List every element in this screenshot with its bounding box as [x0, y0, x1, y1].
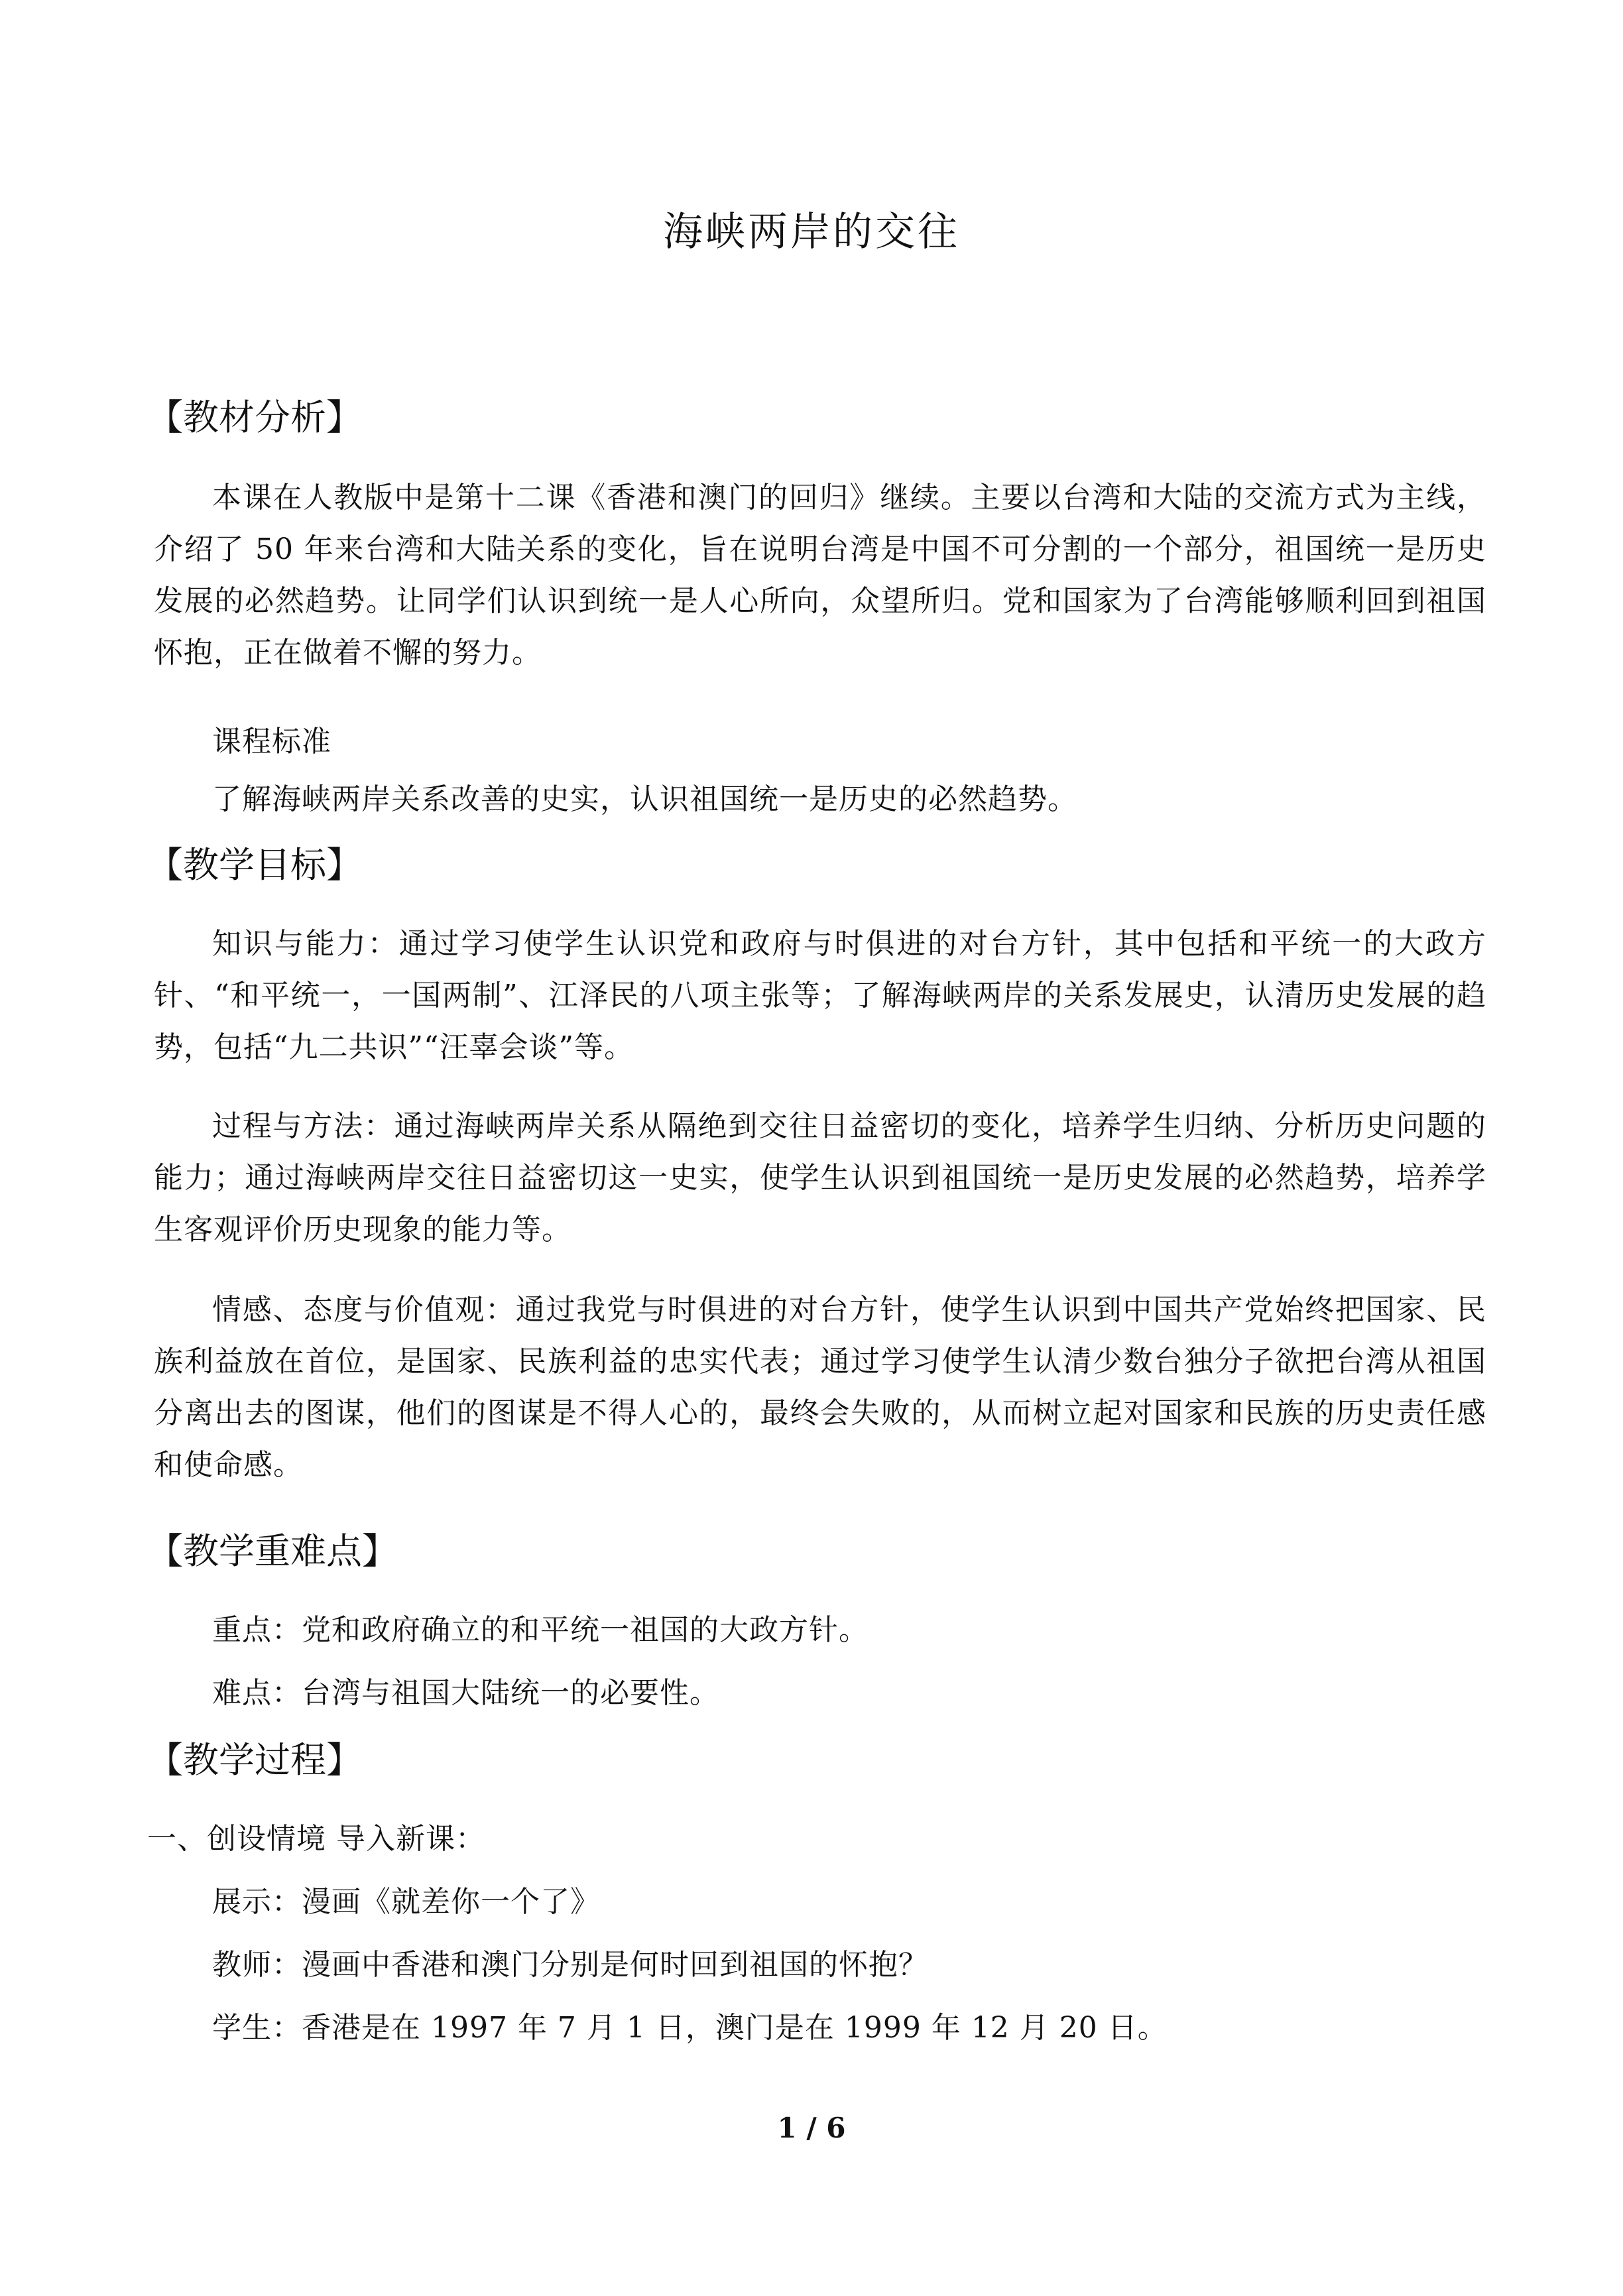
process-step-1: 一、创设情境 导入新课：	[147, 1822, 485, 1856]
curriculum-standard-text: 了解海峡两岸关系改善的史实，认识祖国统一是历史的必然趋势。	[212, 782, 1077, 816]
key-point-text: 重点：党和政府确立的和平统一祖国的大政方针。	[212, 1613, 869, 1647]
analysis-paragraph: 本课在人教版中是第十二课《香港和澳门的回归》继续。主要以台湾和大陆的交流方式为主线，介绍了 50 年来台湾和大陆关系的变化，旨在说明台湾是中国不可分割的一个部分，祖国统一是历史发展的必然趋势。让同学们认识到统一是人心所向，众望所归。党和国家为了台湾能够顺利回到祖国怀抱，正在做着不懈的努力。	[154, 481, 1486, 670]
section-heading-objectives: 【教学目标】	[147, 844, 362, 886]
difficult-point-text: 难点：台湾与祖国大陆统一的必要性。	[212, 1676, 719, 1710]
objective-knowledge: 知识与能力：通过学习使学生认识党和政府与时俱进的对台方针，其中包括和平统一的大政方针、“和平统一，一国两制”、江泽民的八项主张等；了解海峡两岸的关系发展史，认清历史发展的趋势，包括“九二共识”“汪辜会谈”等。	[154, 927, 1486, 1064]
section-heading-analysis: 【教材分析】	[147, 396, 362, 438]
process-show-text: 展示：漫画《就差你一个了》	[212, 1885, 600, 1919]
objective-emotion: 情感、态度与价值观：通过我党与时俱进的对台方针，使学生认识到中国共产党始终把国家、民族利益放在首位，是国家、民族利益的忠实代表；通过学习使学生认清少数台独分子欲把台湾从祖国分离出去的图谋，他们的图谋是不得人心的，最终会失败的，从而树立起对国家和民族的历史责任感和使命感。	[154, 1293, 1486, 1482]
document-title: 海峡两岸的交往	[663, 209, 960, 255]
process-teacher-text: 教师：漫画中香港和澳门分别是何时回到祖国的怀抱？	[212, 1948, 928, 1982]
process-student-text: 学生：香港是在 1997 年 7 月 1 日，澳门是在 1999 年 12 月 20 日。	[212, 2011, 1168, 2045]
section-heading-process: 【教学过程】	[147, 1739, 362, 1781]
section-heading-key-points: 【教学重难点】	[147, 1530, 398, 1572]
curriculum-standard-label: 课程标准	[212, 725, 331, 758]
objective-process: 过程与方法：通过海峡两岸关系从隔绝到交往日益密切的变化，培养学生归纳、分析历史问题的能力；通过海峡两岸交往日益密切这一史实，使学生认识到祖国统一是历史发展的必然趋势，培养学生客观评价历史现象的能力等。	[154, 1109, 1486, 1246]
page-number: 1 / 6	[777, 2112, 846, 2144]
